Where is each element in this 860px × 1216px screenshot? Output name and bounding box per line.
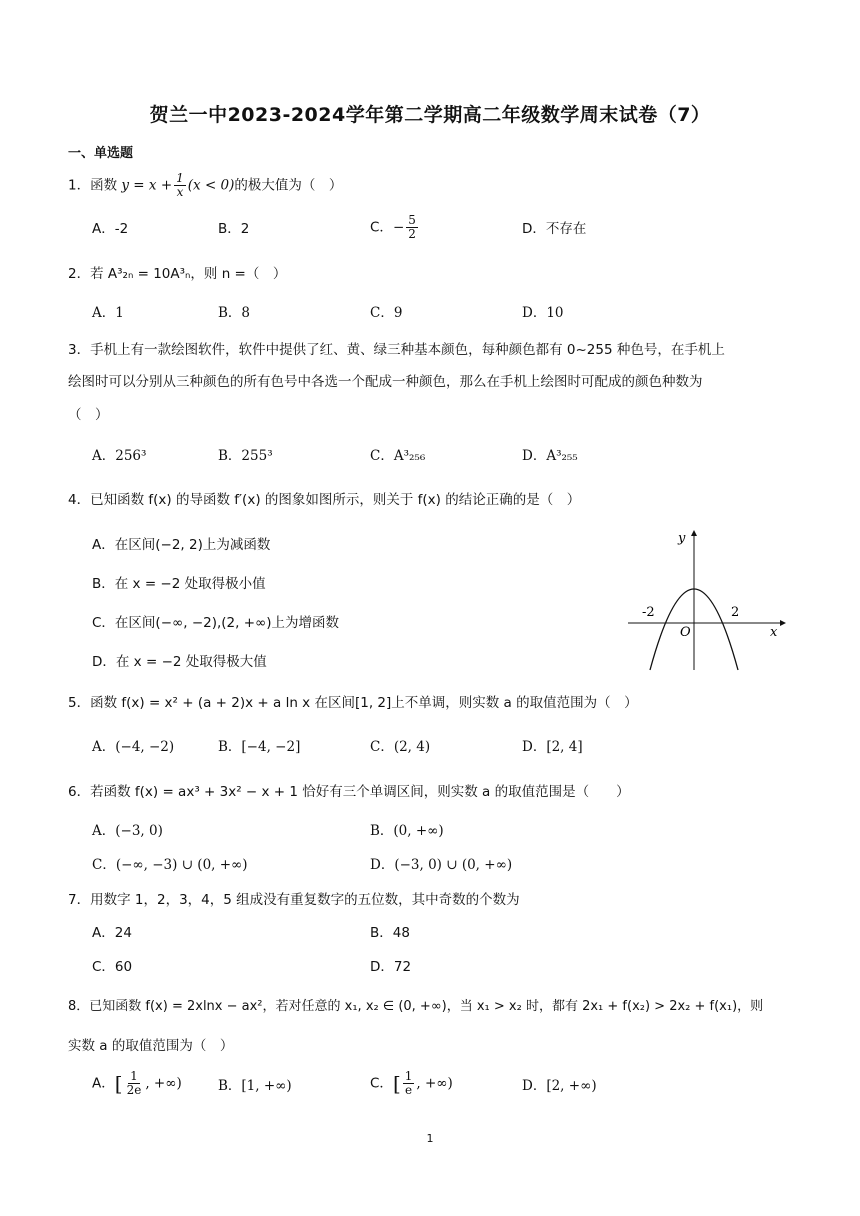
option-b[interactable]: B．8 [218, 305, 251, 321]
option-b[interactable]: B．2 [218, 221, 250, 237]
question-3: 3．手机上有一款绘图软件，软件中提供了红、黄、绿三种基本颜色，每种颜色都有 0~255 种色号，在手机上 [68, 342, 725, 358]
right-root-label: 2 [731, 605, 740, 620]
option-b[interactable]: B．255³ [218, 448, 273, 464]
option-d[interactable]: D．不存在 [522, 221, 587, 237]
option-c[interactable]: C．在区间(−∞, −2),(2, +∞)上为增函数 [92, 615, 340, 631]
derivative-graph [620, 528, 790, 673]
question-4: 4．已知函数 f(x) 的导函数 f′(x) 的图象如图所示，则关于 f(x) 的结论正确的是（ ） [68, 492, 581, 508]
option-c[interactable]: C．60 [92, 959, 133, 975]
option-d[interactable]: D．(−3, 0) ∪ (0, +∞) [370, 857, 513, 873]
question-3-line-2: 绘图时可以分别从三种颜色的所有色号中各选一个配成一种颜色，那么在手机上绘图时可配成的颜色种数为 [68, 374, 703, 390]
question-1: 1．函数 y = x + $\frac{1}{x}$ (x < 0)的极大值为（ ） [68, 171, 343, 199]
option-a[interactable]: A．256³ [92, 448, 147, 464]
question-8: 8．已知函数 f(x) = 2xlnx − ax²，若对任意的 x₁, x₂ ∈ (0, +∞)，当 x₁ > x₂ 时，都有 2x₁ + f(x₂) > 2x₂ + f(x₁)，则 [68, 999, 764, 1014]
option-c[interactable]: C．(2, 4) [370, 739, 431, 755]
question-7: 7．用数字 1，2，3，4，5 组成没有重复数字的五位数，其中奇数的个数为 [68, 892, 520, 908]
option-c[interactable]: C．(−∞, −3) ∪ (0, +∞) [92, 857, 248, 873]
option-a[interactable]: A．(−4, −2) [92, 739, 175, 755]
page-number: 1 [426, 1132, 434, 1145]
option-a[interactable]: A．(−3, 0) [92, 823, 163, 839]
option-a[interactable]: A．在区间(−2, 2)上为减函数 [92, 537, 271, 553]
x-axis-arrow [780, 620, 786, 626]
question-2: 2．若 A³₂ₙ = 10A³ₙ，则 n =（ ） [68, 266, 287, 282]
page-title: 贺兰一中2023-2024学年第二学期高二年级数学周末试卷（7） [149, 104, 711, 126]
option-d[interactable]: D．A³₂₅₅ [522, 448, 578, 464]
option-c[interactable]: C．A³₂₅₆ [370, 448, 426, 464]
option-d[interactable]: D．72 [370, 959, 412, 975]
left-root-label: -2 [642, 605, 655, 620]
option-b[interactable]: B．(0, +∞) [370, 823, 444, 839]
question-5: 5．函数 f(x) = x² + (a + 2)x + a ln x 在区间[1, 2]上不单调，则实数 a 的取值范围为（ ） [68, 695, 638, 711]
question-3-line-3: （ ） [68, 407, 109, 423]
option-d[interactable]: D．[2, +∞) [522, 1078, 597, 1094]
option-c[interactable]: C．− $\frac{5}{2}$ [370, 213, 416, 241]
origin-label: O [680, 625, 691, 640]
option-a[interactable]: A．24 [92, 925, 132, 941]
section-heading: 一、单选题 [68, 146, 134, 161]
x-axis-label: x [770, 625, 778, 640]
question-number: 1． [68, 177, 91, 194]
fraction: $\frac{1}{x}$ [176, 171, 184, 199]
option-d[interactable]: D．[2, 4] [522, 739, 583, 755]
question-6: 6．若函数 f(x) = ax³ + 3x² − x + 1 恰好有三个单调区间，则实数 a 的取值范围是（ ） [68, 784, 630, 800]
option-d[interactable]: D．在 x = −2 处取得极大值 [92, 654, 267, 670]
y-axis-arrow [691, 530, 697, 536]
option-a[interactable]: A．[ $\frac{1}{2e}$ , +∞) [92, 1069, 182, 1097]
option-b[interactable]: B．[1, +∞) [218, 1078, 292, 1094]
option-b[interactable]: B．48 [370, 925, 410, 941]
option-d[interactable]: D．10 [522, 305, 564, 321]
option-c[interactable]: C．9 [370, 305, 403, 321]
option-b[interactable]: B．在 x = −2 处取得极小值 [92, 576, 266, 592]
question-8-line-2: 实数 a 的取值范围为（ ） [68, 1038, 234, 1054]
y-axis-label: y [678, 531, 686, 546]
option-c[interactable]: C．[ $\frac{1}{e}$ , +∞) [370, 1069, 453, 1097]
option-a[interactable]: A．-2 [92, 221, 129, 237]
option-a[interactable]: A．1 [92, 305, 124, 321]
option-b[interactable]: B．[−4, −2] [218, 739, 301, 755]
